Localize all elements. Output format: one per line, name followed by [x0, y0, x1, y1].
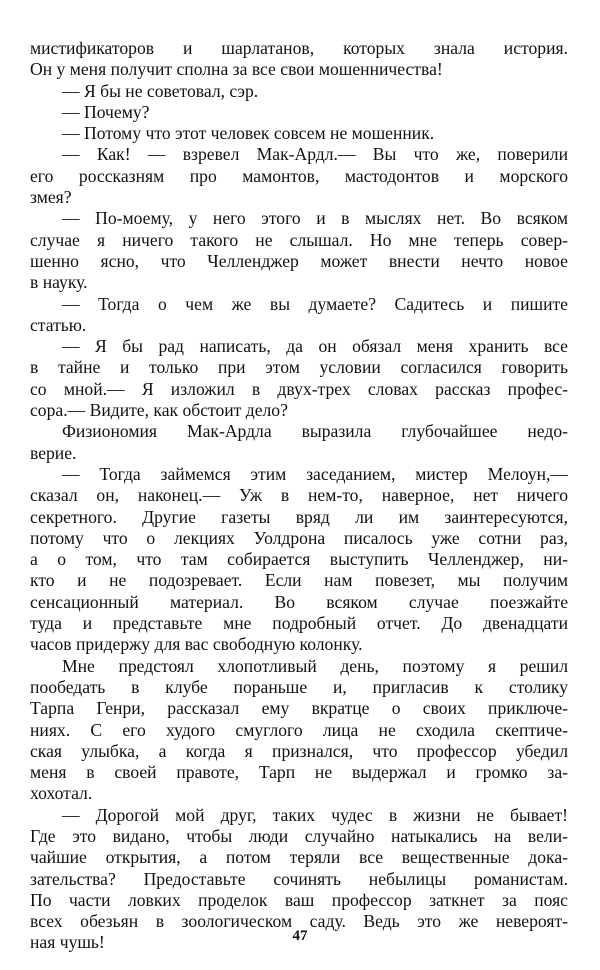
- text-line: а о том, что там собирается выступить Челленджер, ни-: [30, 549, 568, 570]
- text-line: чайшие открытия, а потом теряли все вещественные дока-: [30, 847, 568, 868]
- text-line: — Тогда о чем же вы думаете? Садитесь и пишите: [62, 293, 568, 314]
- text-line: сказал он, наконец.— Уж в нем-то, наверное, нет ничего: [30, 485, 568, 506]
- text-line: зательства? Предоставьте сочинять небылицы романистам.: [30, 868, 568, 889]
- text-line: — Я бы не советовал, сэр.: [62, 80, 259, 101]
- text-line: — Почему?: [62, 101, 150, 122]
- text-line: ная чушь!: [30, 932, 105, 953]
- text-line: — По-моему, у него этого и в мыслях нет. Во всяком: [62, 208, 568, 229]
- text-line: Мне предстоял хлопотливый день, поэтому я решил: [62, 655, 568, 676]
- text-line: часов придержу для вас свободную колонку.: [30, 634, 363, 655]
- text-line: змея?: [30, 187, 72, 208]
- page-number: 47: [292, 928, 308, 944]
- text-line: Где это видано, чтобы люди случайно натыкались на вели-: [30, 825, 568, 846]
- text-line: Тарпа Генри, рассказал ему вкратце о своих приключе-: [30, 698, 568, 719]
- text-line: шенно ясно, что Челленджер может внести нечто новое: [30, 250, 568, 271]
- page-body: [30, 38, 568, 954]
- text-line: Он у меня получит сполна за все свои мошенничества!: [30, 59, 443, 80]
- text-line: сора.— Видите, как обстоит дело?: [30, 400, 288, 421]
- text-line: случае я ничего такого не слышал. Но мне теперь совер-: [30, 229, 568, 250]
- text-line: пообедать в клубе пораньше и, пригласив к столику: [30, 676, 568, 697]
- text-line: Физиономия Мак-Ардла выразила глубочайшее недо-: [62, 421, 568, 442]
- text-line: его россказням про мамонтов, мастодонтов и морского: [30, 165, 568, 186]
- text-line: мистификаторов и шарлатанов, которых знала история.: [30, 38, 568, 58]
- text-line: хохотал.: [30, 783, 93, 804]
- text-line: — Дорогой мой друг, таких чудес в жизни не бывает!: [62, 804, 568, 825]
- text-line: ниях. С его худого смуглого лица не сходила скептиче-: [30, 719, 568, 740]
- text-line: По части ловких проделок ваш профессор заткнет за пояс: [30, 889, 568, 910]
- text-line: сенсационный материал. Во всяком случае поезжайте: [30, 591, 568, 612]
- text-line: со мной.— Я изложил в двух-трех словах рассказ профес-: [30, 378, 568, 399]
- text-line: верие.: [30, 442, 77, 463]
- text-line: потому что о лекциях Уолдрона писалось уже сотни раз,: [30, 527, 568, 548]
- text-line: всех обезьян в зоологическом саду. Ведь это же невероят-: [30, 911, 568, 932]
- text-line: меня в своей правоте, Тарп не выдержал и громко за-: [30, 762, 568, 783]
- text-line: — Потому что этот человек совсем не мошенник.: [62, 123, 435, 144]
- text-line: секретного. Другие газеты вряд ли им заинтересуются,: [30, 506, 568, 527]
- text-line: в тайне и только при этом условии согласился говорить: [30, 357, 568, 378]
- text-line: — Я бы рад написать, да он обязал меня хранить все: [62, 336, 568, 357]
- text-line: в науку.: [30, 272, 88, 293]
- text-line: — Тогда займемся этим заседанием, мистер Мелоун,—: [62, 463, 568, 484]
- text-line: статью.: [30, 314, 87, 335]
- text-line: туда и представьте мне подробный отчет. До двенадцати: [30, 613, 568, 634]
- text-line: — Как! — взревел Мак-Ардл.— Вы что же, поверили: [62, 144, 568, 165]
- text-line: кто и не подозревает. Если нам повезет, мы получим: [30, 570, 568, 591]
- text-line: ская улыбка, а когда я признался, что профессор убедил: [30, 740, 568, 761]
